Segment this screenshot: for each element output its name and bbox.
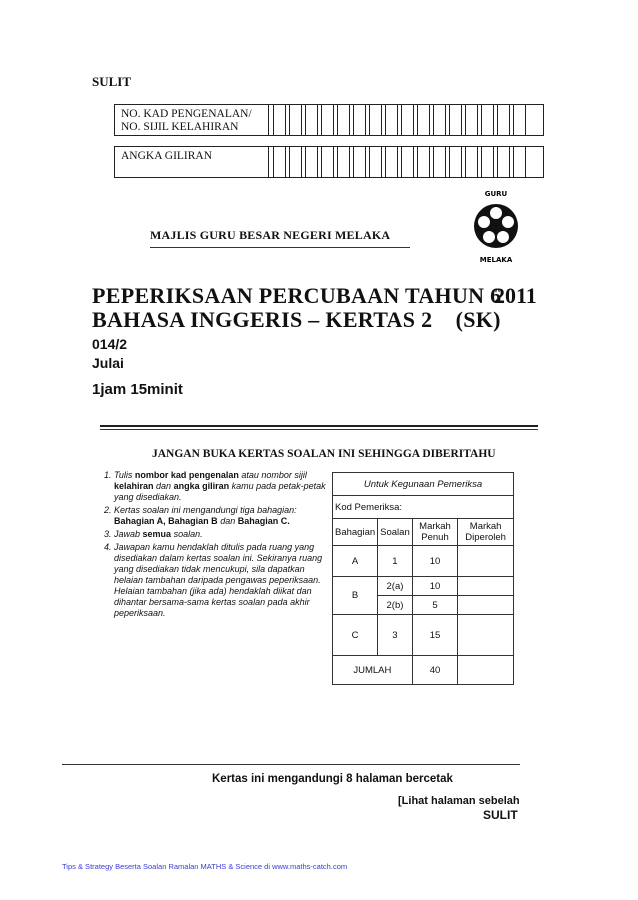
examiner-table bbox=[332, 472, 514, 685]
header-full-marks: Markah Penuh bbox=[412, 519, 458, 546]
table-row: 2(b) 5 bbox=[333, 596, 514, 615]
table-row: B 2(a) 10 bbox=[333, 577, 514, 596]
classification-top: SULIT bbox=[92, 74, 132, 89]
svg-text:GURU: GURU bbox=[484, 190, 508, 198]
header-obtained-marks: Markah Diperoleh bbox=[458, 519, 514, 546]
organizer: MAJLIS GURU BESAR NEGERI MELAKA bbox=[150, 228, 391, 242]
tips-link[interactable]: Tips & Strategy Beserta Soalan Ramalan MATHS & Science di www.maths-catch.com bbox=[62, 862, 348, 871]
table-row: C 3 15 bbox=[333, 615, 514, 656]
instructions bbox=[100, 470, 326, 621]
next-page: [Lihat halaman sebelah bbox=[398, 795, 520, 807]
exam-month: Julai bbox=[92, 355, 124, 371]
id-number-cells[interactable] bbox=[269, 105, 529, 135]
turn-label: ANGKA GILIRAN bbox=[115, 147, 269, 177]
table-row: A 1 10 bbox=[333, 546, 514, 577]
header-section: Bahagian bbox=[333, 519, 378, 546]
exam-year: 2011 bbox=[494, 283, 537, 308]
table-total-row bbox=[333, 656, 514, 685]
seal-emblem-icon bbox=[456, 186, 536, 266]
exam-code: 014/2 bbox=[92, 336, 128, 352]
warning: JANGAN BUKA KERTAS SOALAN INI SEHINGGA DIBERITAHU bbox=[152, 448, 496, 460]
obtained-total[interactable] bbox=[458, 656, 514, 685]
id-label-line1: NO. KAD PENGENALAN/ bbox=[121, 108, 252, 120]
exam-duration: 1jam 15minit bbox=[92, 381, 183, 398]
classification-bottom: SULIT bbox=[483, 808, 518, 822]
total-label: JUMLAH bbox=[333, 656, 413, 685]
obtained-cell[interactable] bbox=[458, 546, 514, 577]
id-label-line2: NO. SIJIL KELAHIRAN bbox=[121, 121, 239, 133]
divider bbox=[62, 764, 520, 765]
instruction-3: 3. Jawab semua soalan. bbox=[114, 529, 326, 540]
divider bbox=[100, 425, 538, 427]
instruction-2: 2. Kertas soalan ini mengandungi tiga bahagian: Bahagian A, Bahagian B dan Bahagian C. bbox=[114, 505, 326, 527]
obtained-cell[interactable] bbox=[458, 615, 514, 656]
total-value: 40 bbox=[412, 656, 458, 685]
exam-title: PEPERIKSAAN PERCUBAAN TAHUN 6 bbox=[92, 283, 502, 308]
turn-number-cells[interactable] bbox=[269, 147, 529, 177]
page-count: Kertas ini mengandungi 8 halaman bercetak bbox=[212, 773, 453, 785]
header-question: Soalan bbox=[378, 519, 413, 546]
divider bbox=[150, 247, 410, 248]
divider bbox=[100, 429, 538, 430]
instruction-4: 4. Jawapan kamu hendaklah ditulis pada ruang yang disediakan dalam kertas soalan ini. Sekiranya ruang yang disediakan tidak mencukupi, sila dapatkan helaian tambahan daripada pengawas peperiksaan. Helaian tambahan (jika ada) hendaklah diikat dan dihantar bersama-sama kertas soalan pada akhir peperiksaan. bbox=[114, 542, 326, 619]
examiner-code: Kod Pemeriksa: bbox=[333, 496, 514, 519]
instruction-1: 1. Tulis nombor kad pengenalan atau nombor sijil kelahiran dan angka giliran kamu pada petak-petak yang disediakan. bbox=[114, 470, 326, 503]
svg-text:MELAKA: MELAKA bbox=[479, 256, 513, 264]
turn-number-box bbox=[114, 146, 544, 178]
table-title: Untuk Kegunaan Pemeriksa bbox=[333, 473, 514, 496]
exam-subject: BAHASA INGGERIS – KERTAS 2 (SK) bbox=[92, 307, 501, 332]
obtained-cell[interactable] bbox=[458, 596, 514, 615]
obtained-cell[interactable] bbox=[458, 577, 514, 596]
id-number-box bbox=[114, 104, 544, 136]
